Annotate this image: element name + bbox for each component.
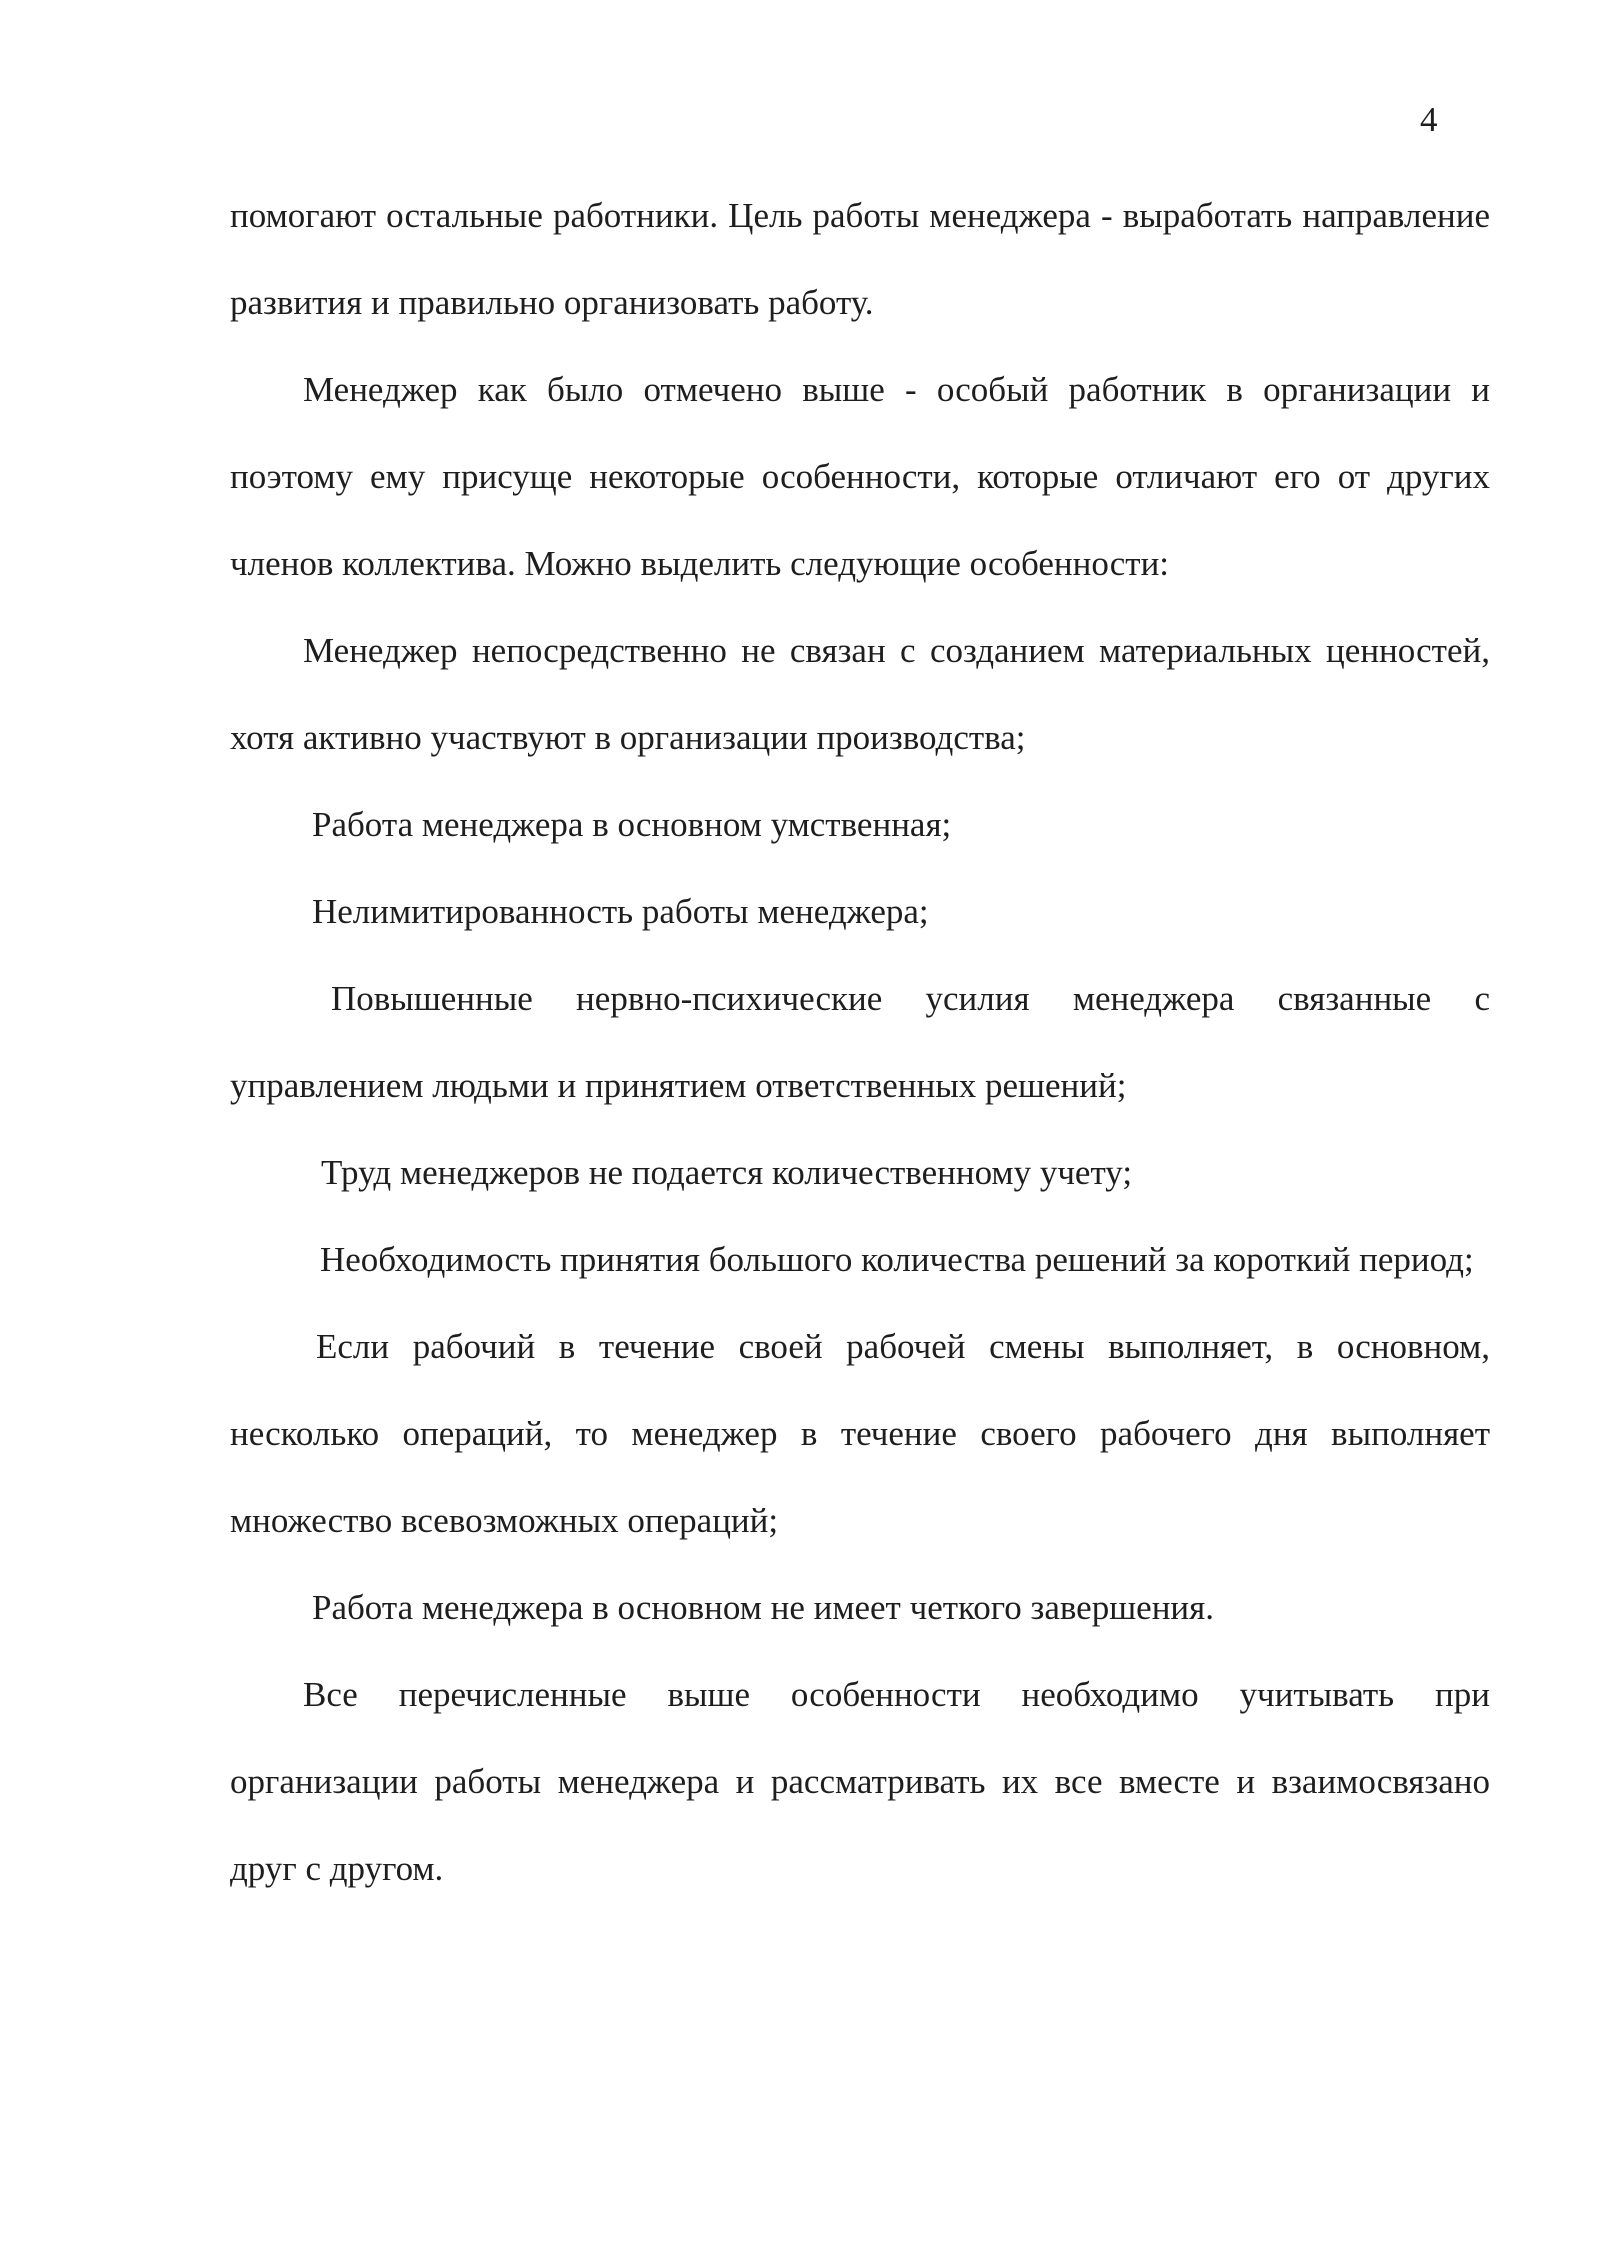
paragraph-manager-intro: Менеджер как было отмечено выше - особый работник в организации и поэтому ему присуще некоторые особенности, которые отличают его от других членов коллектива. Можно выделить следующие особенности: [230,370,1490,583]
document-body [230,172,1490,1912]
page-number: 4 [1420,100,1438,139]
paragraph-conclusion: Все перечисленные выше особенности необходимо учитывать при организации работы менеджера и рассматривать их все вместе и взаимосвязано друг с другом. [230,1675,1490,1888]
paragraph-feature-no-completion: Работа менеджера в основном не имеет четкого завершения. [312,1588,1215,1627]
paragraph-continuation: помогают остальные работники. Цель работы менеджера - выработать направление развития и правильно организовать работу. [230,196,1490,322]
paragraph-feature-many-decisions: Необходимость принятия большого количества решений за короткий период; [320,1240,1474,1279]
paragraph-feature-stress: Повышенные нервно-психические усилия менеджера связанные с управлением людьми и принятием ответственных решений; [230,979,1490,1105]
paragraph-feature-material-values: Менеджер непосредственно не связан с созданием материальных ценностей, хотя активно участвуют в организации производства; [230,631,1490,757]
paragraph-feature-no-accounting: Труд менеджеров не подается количественному учету; [321,1153,1133,1192]
paragraph-feature-mental-work: Работа менеджера в основном умственная; [312,805,952,844]
paragraph-feature-many-operations: Если рабочий в течение своей рабочей смены выполняет, в основном, несколько операций, то менеджер в течение своего рабочего дня выполняет множество всевозможных операций; [230,1327,1490,1540]
paragraph-feature-unlimited: Нелимитированность работы менеджера; [312,892,929,931]
